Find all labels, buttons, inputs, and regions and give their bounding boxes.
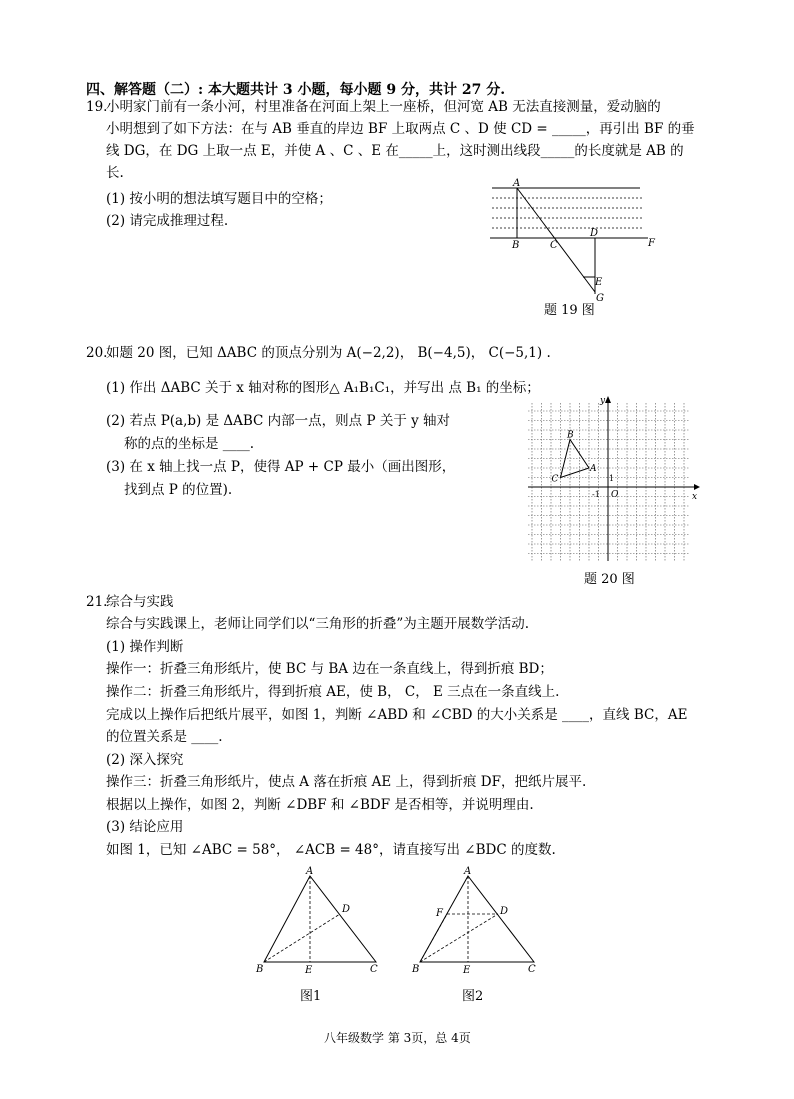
- label-B: B: [512, 240, 520, 251]
- label-A: A: [513, 178, 521, 189]
- section-title: 四、解答题（二）: 本大题共计 3 小题，每小题 9 分，共计 27 分.: [86, 82, 506, 98]
- label-C: C: [551, 474, 559, 485]
- label-D: D: [342, 904, 351, 915]
- label-E: E: [463, 965, 471, 976]
- y-label: y: [600, 396, 606, 406]
- q20-sub2a: (2) 若点 P(a,b) 是 ΔABC 内部一点，则点 P 关于 y 轴对: [106, 413, 451, 429]
- label-E: E: [305, 965, 313, 976]
- q20-sub1: (1) 作出 ΔABC 关于 x 轴对称的图形△ A₁B₁C₁，并写出 点 B₁ 的坐标；: [106, 380, 540, 396]
- q19-sub2: (2) 请完成推理过程.: [106, 213, 229, 229]
- label-A: A: [590, 464, 597, 474]
- q20-sub3a: (3) 在 x 轴上找一点 P，使得 AP + CP 最小（画出图形，: [106, 459, 456, 475]
- x-axis-arrow: [694, 484, 700, 490]
- q19-line4: 长.: [106, 165, 124, 181]
- triangle-ABC: [561, 440, 590, 478]
- tick-neg1: -1: [592, 490, 600, 499]
- q21-q1a: 完成以上操作后把纸片展平，如图 1，判断 ∠ABD 和 ∠CBD 的大小关系是 ____，直线 BC，AE: [106, 707, 688, 723]
- x-label: x: [692, 492, 698, 502]
- q21-op1: 操作一：折叠三角形纸片，使 BC 与 BA 边在一条直线上，得到折痕 BD；: [106, 661, 553, 677]
- q19-number: 19.: [86, 99, 108, 115]
- tick-1: 1: [609, 474, 615, 483]
- origin-label: O: [611, 490, 619, 500]
- q21-q3: 如图 1，已知 ∠ABC = 58°， ∠ACB = 48°，请直接写出 ∠BDC 的度数.: [106, 842, 556, 858]
- fig2-caption: 图2: [462, 989, 484, 1004]
- triangle-ABC: [264, 876, 376, 962]
- q21-number: 21.: [86, 594, 108, 610]
- q21-op2: 操作二：折叠三角形纸片，得到折痕 AE，使 B， C， E 三点在一条直线上.: [106, 684, 560, 700]
- q20-caption: 题 20 图: [584, 572, 635, 587]
- fig1-caption: 图1: [300, 989, 322, 1004]
- q19-caption: 题 19 图: [544, 303, 595, 318]
- label-B: B: [567, 430, 574, 441]
- q21-p3-title: (3) 结论应用: [106, 819, 184, 835]
- label-B: B: [256, 964, 264, 975]
- q21-q1b: 的位置关系是 ____.: [106, 729, 223, 745]
- q21-q2: 根据以上操作，如图 2，判断 ∠DBF 和 ∠BDF 是否相等，并说明理由.: [106, 797, 534, 813]
- q20-sub3b: 找到点 P 的位置).: [124, 482, 233, 498]
- label-A: A: [464, 866, 472, 877]
- q21-op3: 操作三：折叠三角形纸片，使点 A 落在折痕 AE 上，得到折痕 DF，把纸片展平.: [106, 774, 587, 790]
- label-E: E: [595, 277, 603, 288]
- triangle-ABC: [420, 876, 534, 962]
- label-D: D: [500, 906, 509, 917]
- q19-line3: 线 DG，在 DG 上取一点 E，并使 A 、C 、E 在_____上，这时测出线段_____的长度就是 AB 的: [106, 143, 684, 159]
- label-F: F: [436, 908, 443, 919]
- q19-line1: 小明家门前有一条小河，村里准备在河面上架上一座桥，但河宽 AB 无法直接测量，爱动脑的: [106, 99, 661, 115]
- q21-figure-1: [252, 862, 392, 982]
- q21-p1-title: (1) 操作判断: [106, 639, 184, 655]
- q19-sub1: (1) 按小明的想法填写题目中的空格；: [106, 191, 332, 207]
- label-C: C: [528, 964, 536, 975]
- label-F: F: [648, 238, 655, 249]
- q20-sub2b: 称的点的坐标是 ____.: [124, 436, 255, 452]
- page-footer: 八年级数学 第 3页，总 4页: [324, 1031, 471, 1045]
- fold-BD: [420, 914, 498, 962]
- label-C: C: [550, 240, 558, 251]
- q20-line1: 如题 20 图，已知 ΔABC 的顶点分别为 A(−2,2)， B(−4,5)， C(−5,1) .: [106, 345, 551, 361]
- q21-p2-title: (2) 深入探究: [106, 752, 184, 768]
- q21-figure-2: [408, 862, 548, 982]
- q19-line2: 小明想到了如下方法：在与 AB 垂直的岸边 BF 上取两点 C 、D 使 CD = _____，再引出 BF 的垂: [106, 121, 695, 137]
- fold-BD: [264, 914, 340, 962]
- label-G: G: [596, 293, 604, 304]
- q19-figure: [484, 174, 664, 304]
- q21-intro: 综合与实践课上，老师让同学们以“三角形的折叠”为主题开展数学活动.: [106, 616, 530, 632]
- label-C: C: [370, 964, 378, 975]
- label-A: A: [306, 866, 314, 877]
- y-axis-arrow: [605, 396, 611, 403]
- q20-number: 20.: [86, 345, 108, 361]
- q20-grid-figure: [524, 393, 704, 565]
- q21-title: 综合与实践: [106, 594, 174, 610]
- label-B: B: [412, 964, 420, 975]
- label-D: D: [590, 228, 599, 239]
